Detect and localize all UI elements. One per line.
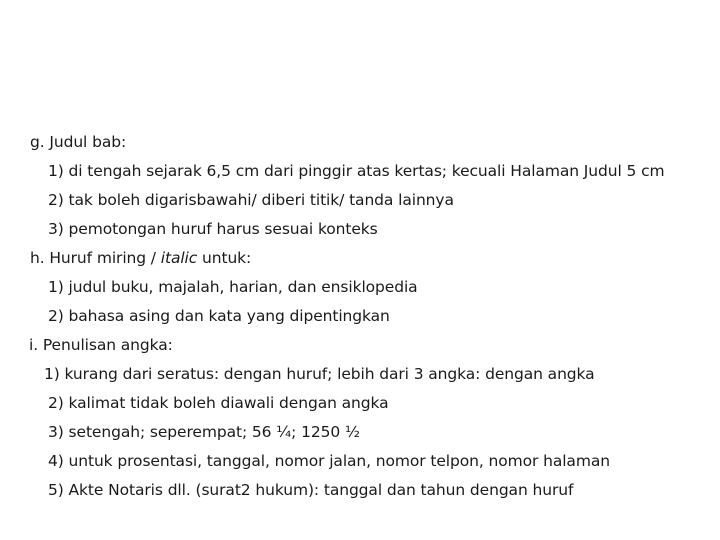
section-g-heading: g. Judul bab: — [30, 133, 127, 151]
section-h-item-2: 2) bahasa asing dan kata yang dipentingkan — [48, 307, 390, 325]
section-g-item-1: 1) di tengah sejarak 6,5 cm dari pinggir atas kertas; kecuali Halaman Judul 5 cm — [48, 162, 665, 180]
section-i-item-2: 2) kalimat tidak boleh diawali dengan angka — [48, 394, 389, 412]
section-h-heading-suffix: untuk: — [197, 249, 252, 267]
section-h-heading-italic: italic — [160, 249, 198, 267]
section-i-item-5: 5) Akte Notaris dll. (surat2 hukum): tanggal dan tahun dengan huruf — [48, 481, 574, 499]
section-h-item-1: 1) judul buku, majalah, harian, dan ensiklopedia — [48, 278, 418, 296]
section-i-item-4: 4) untuk prosentasi, tanggal, nomor jalan, nomor telpon, nomor halaman — [48, 452, 610, 470]
section-h-heading-prefix: h. Huruf miring / — [30, 249, 161, 267]
section-i-item-1: 1) kurang dari seratus: dengan huruf; lebih dari 3 angka: dengan angka — [44, 365, 595, 383]
section-h-heading — [30, 244, 710, 273]
section-i-heading: i. Penulisan angka: — [29, 336, 173, 354]
section-g-item-2: 2) tak boleh digarisbawahi/ diberi titik/ tanda lainnya — [48, 191, 454, 209]
slide-body — [30, 128, 710, 505]
section-i-item-3: 3) setengah; seperempat; 56 ¼; 1250 ½ — [48, 423, 360, 441]
section-g-item-3: 3) pemotongan huruf harus sesuai konteks — [48, 220, 378, 238]
